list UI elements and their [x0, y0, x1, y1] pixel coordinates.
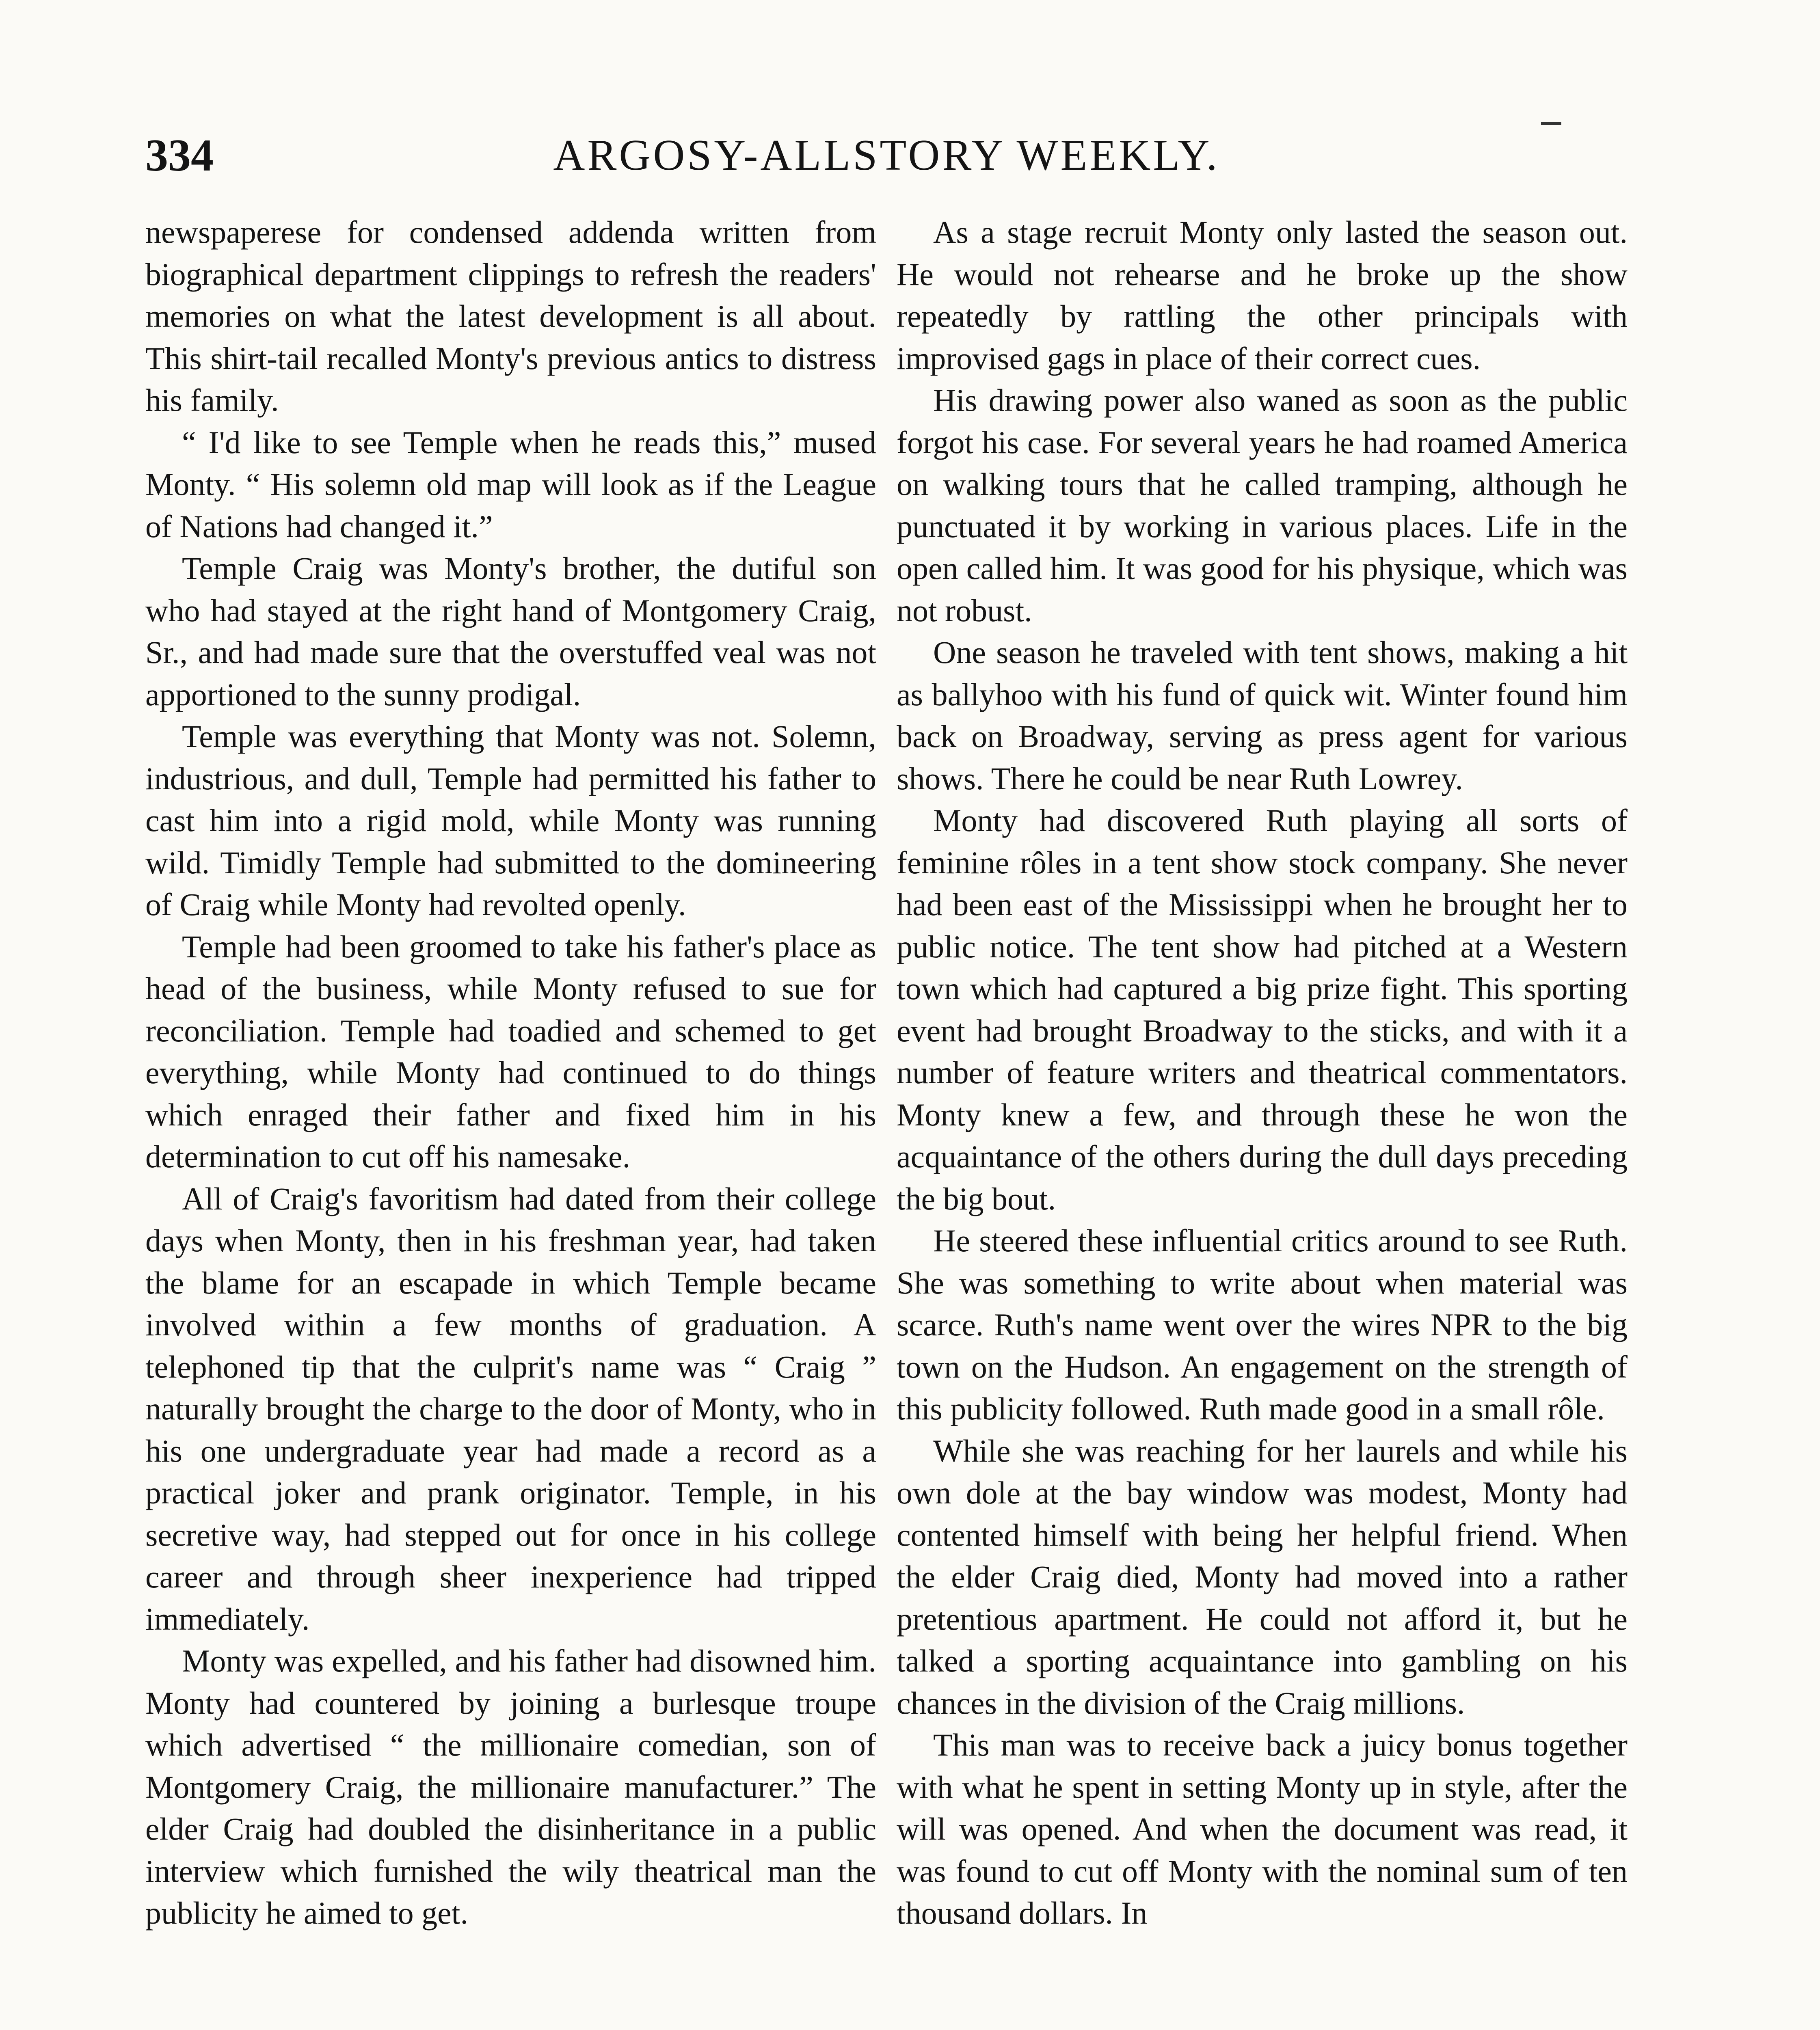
- running-title: ARGOSY-ALLSTORY WEEKLY.: [553, 131, 1220, 179]
- paragraph: While she was reaching for her laurels and while his own dole at the bay window was modest, Monty had contented himself with being her helpful friend. When the elder Craig died, Monty had moved into a rather pretentious apartment. He could not afford it, but he talked a sporting acquaintance into gambling on his chances in the division of the Craig millions.: [897, 1433, 1628, 1721]
- paragraph: All of Craig's favoritism had dated from their college days when Monty, then in his freshman year, had taken the blame for an escapade in which Temple became involved within a few months of graduation. A telephoned tip that the culprit's name was “ Craig ” naturally brought the charge to the door of Monty, who in his one undergraduate year had made a record as a practical joker and prank originator. Temple, in his secretive way, had stepped out for once in his college career and through sheer inexperience had tripped immediately.: [145, 1181, 876, 1637]
- text-column-right: [897, 211, 1628, 1934]
- paragraph: He steered these influential critics around to see Ruth. She was something to write about when material was scarce. Ruth's name went over the wires NPR to the big town on the Hudson. An engagement on the strength of this publicity followed. Ruth made good in a small rôle.: [897, 1223, 1628, 1426]
- stray-print-mark: [1541, 122, 1561, 125]
- page-header: [145, 129, 1628, 182]
- page-number: 334: [145, 130, 214, 181]
- paragraph: “ I'd like to see Temple when he reads this,” mused Monty. “ His solemn old map will look as if the League of Nations had changed it.”: [145, 424, 876, 544]
- paragraph: Monty had discovered Ruth playing all sorts of feminine rôles in a tent show stock company. She never had been east of the Mississippi when he brought her to public notice. The tent show had pitched at a Western town which had captured a big prize fight. This sporting event had brought Broadway to the sticks, and with it a number of feature writers and theatrical commentators. Monty knew a few, and through these he won the acquaintance of the others during the dull days preceding the big bout.: [897, 803, 1628, 1216]
- paragraph: One season he traveled with tent shows, making a hit as ballyhoo with his fund of quick wit. Winter found him back on Broadway, serving as press agent for various shows. There he could be near Ruth Lowrey.: [897, 635, 1628, 796]
- text-column-left: [145, 211, 876, 1934]
- paragraph: Temple had been groomed to take his father's place as head of the business, while Monty refused to sue for reconciliation. Temple had toadied and schemed to get everything, while Monty had continued to do things which enraged their father and fixed him in his determination to cut off his namesake.: [145, 929, 876, 1174]
- paragraph: As a stage recruit Monty only lasted the season out. He would not rehearse and he broke up the show repeatedly by rattling the other principals with improvised gags in place of their correct cues.: [897, 214, 1628, 376]
- paragraph: Temple was everything that Monty was not. Solemn, industrious, and dull, Temple had permitted his father to cast him into a rigid mold, while Monty was running wild. Timidly Temple had submitted to the domineering of Craig while Monty had revolted openly.: [145, 719, 876, 922]
- paragraph: This man was to receive back a juicy bonus together with what he spent in setting Monty up in style, after the will was opened. And when the document was read, it was found to cut off Monty with the nominal sum of ten thousand dollars. In: [897, 1727, 1628, 1931]
- paragraph: Monty was expelled, and his father had disowned him. Monty had countered by joining a burlesque troupe which advertised “ the millionaire comedian, son of Montgomery Craig, the millionaire manufacturer.” The elder Craig had doubled the disinheritance in a public interview which furnished the wily theatrical man the publicity he aimed to get.: [145, 1643, 876, 1931]
- paragraph: Temple Craig was Monty's brother, the dutiful son who had stayed at the right hand of Montgomery Craig, Sr., and had made sure that the overstuffed veal was not apportioned to the sunny prodigal.: [145, 551, 876, 712]
- paragraph: His drawing power also waned as soon as the public forgot his case. For several years he had roamed America on walking tours that he called tramping, although he punctuated it by working in various places. Life in the open called him. It was good for his physique, which was not robust.: [897, 382, 1628, 628]
- paragraph: newspaperese for condensed addenda written from biographical department clippings to refresh the readers' memories on what the latest development is all about. This shirt-tail recalled Monty's previous antics to distress his family.: [145, 214, 876, 418]
